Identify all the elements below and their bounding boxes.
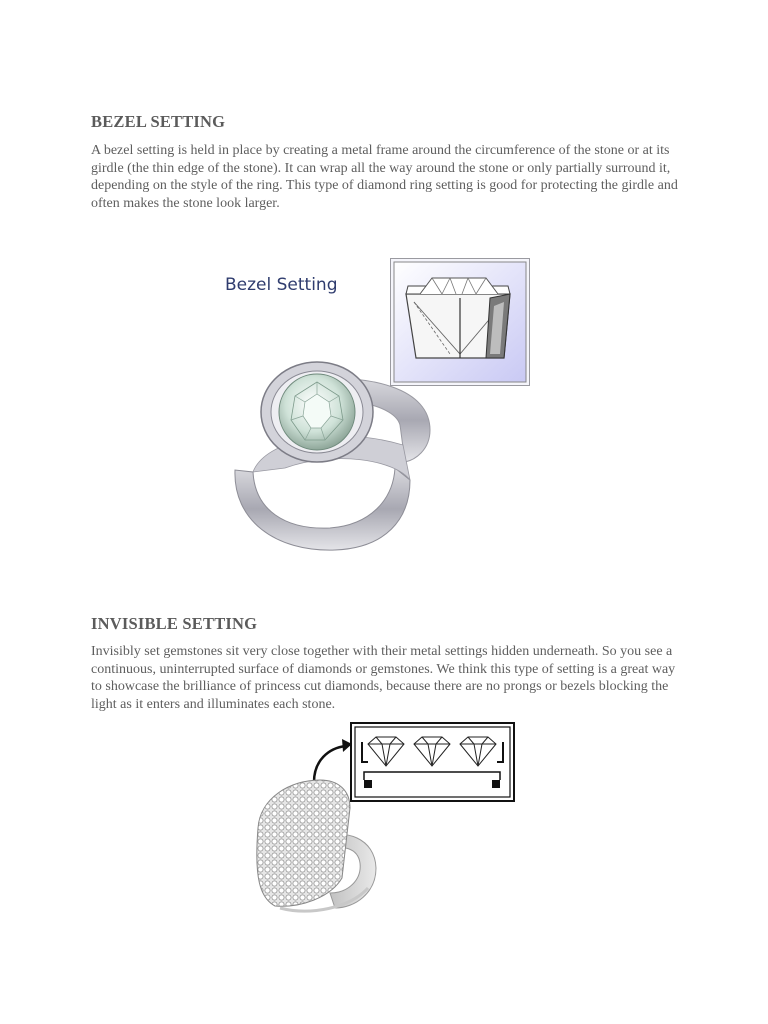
bezel-setting-paragraph: A bezel setting is held in place by creating a metal frame around the circumference of the stone or at its girdle (the thin edge of the stone). It can wrap all the way around the stone or only partially surround it, depending on the style of the ring. This type of diamond ring setting is good for protecting the girdle and often makes the stone look larger. [91, 143, 678, 211]
bezel-ring-illustration [225, 350, 440, 555]
invisible-setting-figure [250, 720, 520, 920]
bezel-setting-figure [220, 255, 540, 555]
invisible-setting-paragraph: Invisibly set gemstones sit very close together with their metal settings hidden underneath. So you see a continuous, uninterrupted surface of diamonds or gemstones. We think this type of setting is a great way to showcase the brilliance of princess cut diamonds, because there are no prongs or bezels blocking the light as it enters and illuminates each stone. [91, 644, 676, 712]
invisible-setting-heading: INVISIBLE SETTING [91, 614, 258, 633]
bezel-setting-caption: Bezel Setting [225, 275, 338, 295]
bezel-setting-heading: BEZEL SETTING [91, 112, 226, 131]
invisible-ring-illustration [250, 768, 380, 918]
